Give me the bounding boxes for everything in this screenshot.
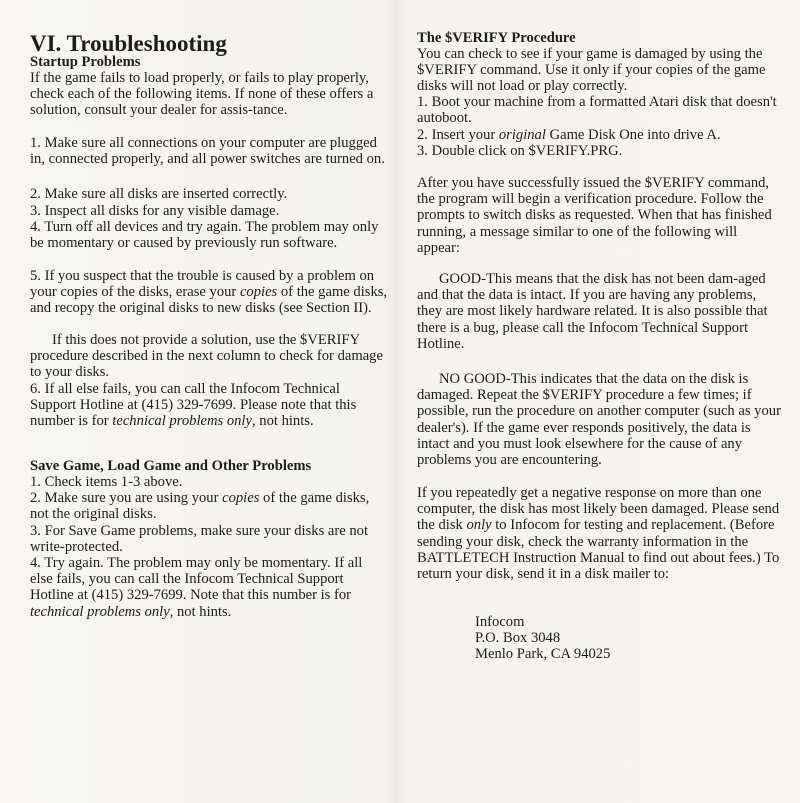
address-line: P.O. Box 3048 <box>475 630 561 647</box>
startup-intro: If the game fails to load properly, or fails to play properly, check each of the following items. If none of these offers a solution, consult your dealer for assis-tance. <box>30 70 374 119</box>
good-result-text: GOOD-This means that the disk has not been dam-aged and that the data is intact. If you are having any problems, they are most likely hardware related. It is also possible that there is a bug, please call the Infocom Technical Support Hotline. <box>417 271 768 352</box>
verify-step-2: 2. Insert your original Game Disk One into drive A. <box>417 127 721 143</box>
save-item-1: 1. Check items 1-3 above. <box>30 474 183 490</box>
save-item-2: 2. Make sure you are using your copies of the game disks, not the original disks. <box>30 490 370 523</box>
startup-item-6: 6. If all else fails, you can call the Infocom Technical Support Hotline at (415) 329-7699. Please note that this number is for technical problems only, not hints. <box>30 381 357 430</box>
startup-problems-heading: Startup Problems <box>30 54 141 70</box>
no-good-result-text: NO GOOD-This indicates that the data on the disk is damaged. Repeat the $VERIFY procedure a few times; if possible, run the procedure on another computer (such as your dealer's). If the game ever responds positively, the data is intact and you must look elsewhere for the cause of any problems you are encountering. <box>417 371 781 469</box>
verify-intro: You can check to see if your game is damaged by using the $VERIFY command. Use it only if your copies of the game disks will not load or play correctly. <box>417 46 766 95</box>
save-game-heading: Save Game, Load Game and Other Problems <box>30 458 312 474</box>
after-verify-text: After you have successfully issued the $VERIFY command, the program will begin a verification procedure. Follow the prompts to switch disks as requested. When that has finished running, a message similar to one of the following will appear: <box>417 175 772 256</box>
startup-item-1: 1. Make sure all connections on your computer are plugged in, connected properly, and all power switches are turned on. <box>30 135 385 168</box>
page-title: VI. Troubleshooting <box>30 31 227 56</box>
save-item-4: 4. Try again. The problem may only be momentary. If all else fails, you can call the Infocom Technical Support Hotline at (415) 329-7699. Note that this number is for technical problems only, not hints. <box>30 555 363 620</box>
startup-item-5: 5. If you suspect that the trouble is caused by a problem on your copies of the disks, erase your copies of the game disks, and recopy the original disks to new disks (see Section II). <box>30 268 388 317</box>
negative-response-text: If you repeatedly get a negative response on more than one computer, the disk has most likely been damaged. Please send the disk only to Infocom for testing and replacement. (Before sending your disk, check the warranty information in the BATTLETECH Instruction Manual to find out about fees.) To return your disk, send it in a disk mailer to: <box>417 485 780 583</box>
verify-step-3: 3. Double click on $VERIFY.PRG. <box>417 143 623 159</box>
startup-item-4: 4. Turn off all devices and try again. The problem may only be momentary or caused by previously run software. <box>30 219 379 252</box>
mailing-address <box>475 614 610 663</box>
address-line: Infocom <box>475 614 525 630</box>
verify-step-1: 1. Boot your machine from a formatted Atari disk that doesn't autoboot. <box>417 94 777 127</box>
verify-note: If this does not provide a solution, use the $VERIFY procedure described in the next column to check for damage to your disks. <box>30 332 383 381</box>
startup-item-3: 3. Inspect all disks for any visible damage. <box>30 203 280 219</box>
verify-heading: The $VERIFY Procedure <box>417 30 576 46</box>
address-line: Menlo Park, CA 94025 <box>475 646 611 663</box>
startup-item-2: 2. Make sure all disks are inserted correctly. <box>30 186 288 202</box>
save-item-3: 3. For Save Game problems, make sure your disks are not write-protected. <box>30 523 369 556</box>
